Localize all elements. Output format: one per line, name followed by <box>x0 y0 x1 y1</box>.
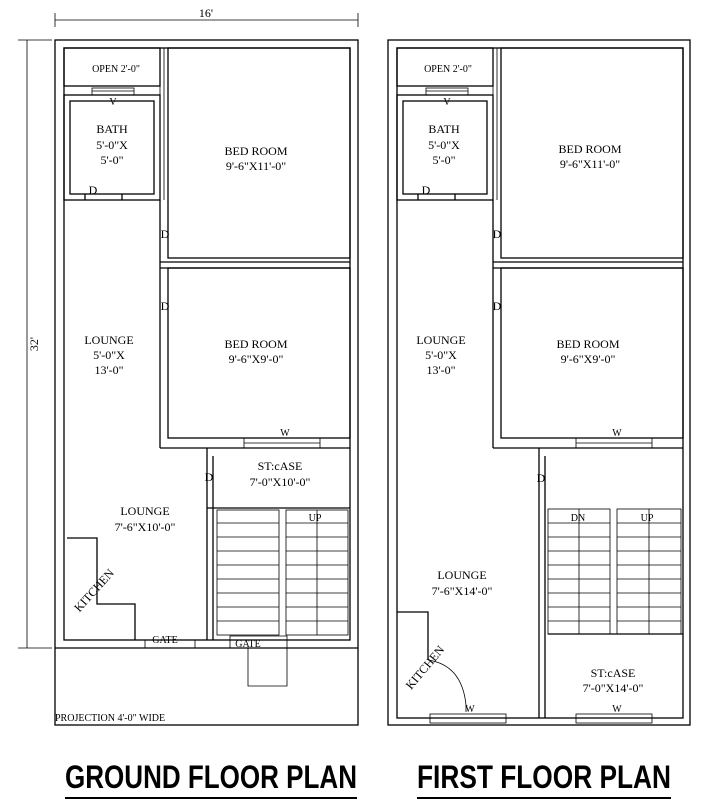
first-bed2-name: BED ROOM <box>556 337 620 351</box>
ground-bed2-door: D <box>160 299 170 313</box>
first-kitchen-counter <box>397 612 428 660</box>
width-dimension-label: 16' <box>198 6 214 20</box>
width-dimension <box>55 6 358 27</box>
ground-stair-dim: 7'-0"X10'-0" <box>249 475 311 489</box>
first-bath-door: D <box>421 183 431 197</box>
ground-lounge2-name: LOUNGE <box>120 504 170 518</box>
first-stair-up: UP <box>640 513 654 524</box>
ground-ventilator <box>92 88 134 95</box>
ground-bath-name: BATH <box>96 122 128 136</box>
ground-bed2-name: BED ROOM <box>224 337 288 351</box>
first-kitchen-window-marker: W <box>465 704 475 715</box>
ground-gate-1: GATE <box>152 635 178 646</box>
ground-stair-up: UP <box>308 513 322 524</box>
ground-ventilator-marker: V <box>109 97 117 108</box>
first-kitchen-label: KITCHEN <box>402 642 448 693</box>
ground-stair-name: ST:cASE <box>257 459 303 473</box>
first-lounge2-name: LOUNGE <box>437 568 487 582</box>
first-stair-window-marker: W <box>612 704 622 715</box>
ground-kitchen-label: KITCHEN <box>71 566 117 615</box>
first-bath-dim1: 5'-0"X <box>428 138 460 152</box>
ground-bed2-dim: 9'-6"X9'-0" <box>228 352 284 366</box>
first-bed2-window-marker: W <box>612 428 622 439</box>
first-stair-flight-right <box>617 509 681 634</box>
ground-stair-door: D <box>204 470 214 484</box>
first-lounge1-dim2: 13'-0" <box>426 363 456 377</box>
first-floor-title: FIRST FLOOR PLAN <box>417 759 671 795</box>
ground-lounge2-dim: 7'-6"X10'-0" <box>114 520 176 534</box>
first-lounge1-dim1: 5'-0"X <box>425 348 457 362</box>
first-bed1-name: BED ROOM <box>558 142 622 156</box>
ground-bath-dim2: 5'-0" <box>100 153 124 167</box>
first-ventilator <box>426 88 468 95</box>
height-dimension-label: 32' <box>27 336 41 352</box>
first-bed2-door: D <box>492 299 502 313</box>
first-ventilator-marker: V <box>443 97 451 108</box>
height-dimension <box>18 40 52 648</box>
first-stair-flight-left <box>548 509 610 634</box>
ground-bath-dim1: 5'-0"X <box>96 138 128 152</box>
ground-floor-title: GROUND FLOOR PLAN <box>65 759 357 795</box>
ground-stair-flight-left <box>217 510 279 635</box>
ground-gate-2: GATE <box>235 639 261 650</box>
ground-lounge1-dim1: 5'-0"X <box>93 348 125 362</box>
first-bed1-dim: 9'-6"X11'-0" <box>559 157 621 171</box>
first-floor-plan <box>388 40 690 725</box>
ground-stair-flight-right <box>286 510 348 635</box>
first-lounge2-dim: 7'-6"X14'-0" <box>431 584 493 598</box>
first-bath-dim2: 5'-0" <box>432 153 456 167</box>
ground-open-label: OPEN 2'-0" <box>92 64 140 75</box>
first-bath-name: BATH <box>428 122 460 136</box>
ground-bed1-name: BED ROOM <box>224 144 288 158</box>
ground-lounge1-name: LOUNGE <box>84 333 134 347</box>
ground-floor-plan <box>55 40 358 725</box>
ground-bed1-dim: 9'-6"X11'-0" <box>225 159 287 173</box>
ground-bed2-window-marker: W <box>280 428 290 439</box>
first-stair-dim: 7'-0"X14'-0" <box>582 681 644 695</box>
first-stair-door: D <box>536 471 546 485</box>
first-open-label: OPEN 2'-0" <box>424 64 472 75</box>
first-stair-dn: DN <box>570 513 586 524</box>
first-bed2-dim: 9'-6"X9'-0" <box>560 352 616 366</box>
first-stair-name: ST:cASE <box>590 666 636 680</box>
ground-bath-door: D <box>88 183 98 197</box>
ground-bed1-door: D <box>160 227 170 241</box>
ground-projection-label: PROJECTION 4'-0" WIDE <box>55 713 166 724</box>
first-lounge1-name: LOUNGE <box>416 333 466 347</box>
ground-lounge1-dim2: 13'-0" <box>94 363 124 377</box>
first-bed1-door: D <box>492 227 502 241</box>
